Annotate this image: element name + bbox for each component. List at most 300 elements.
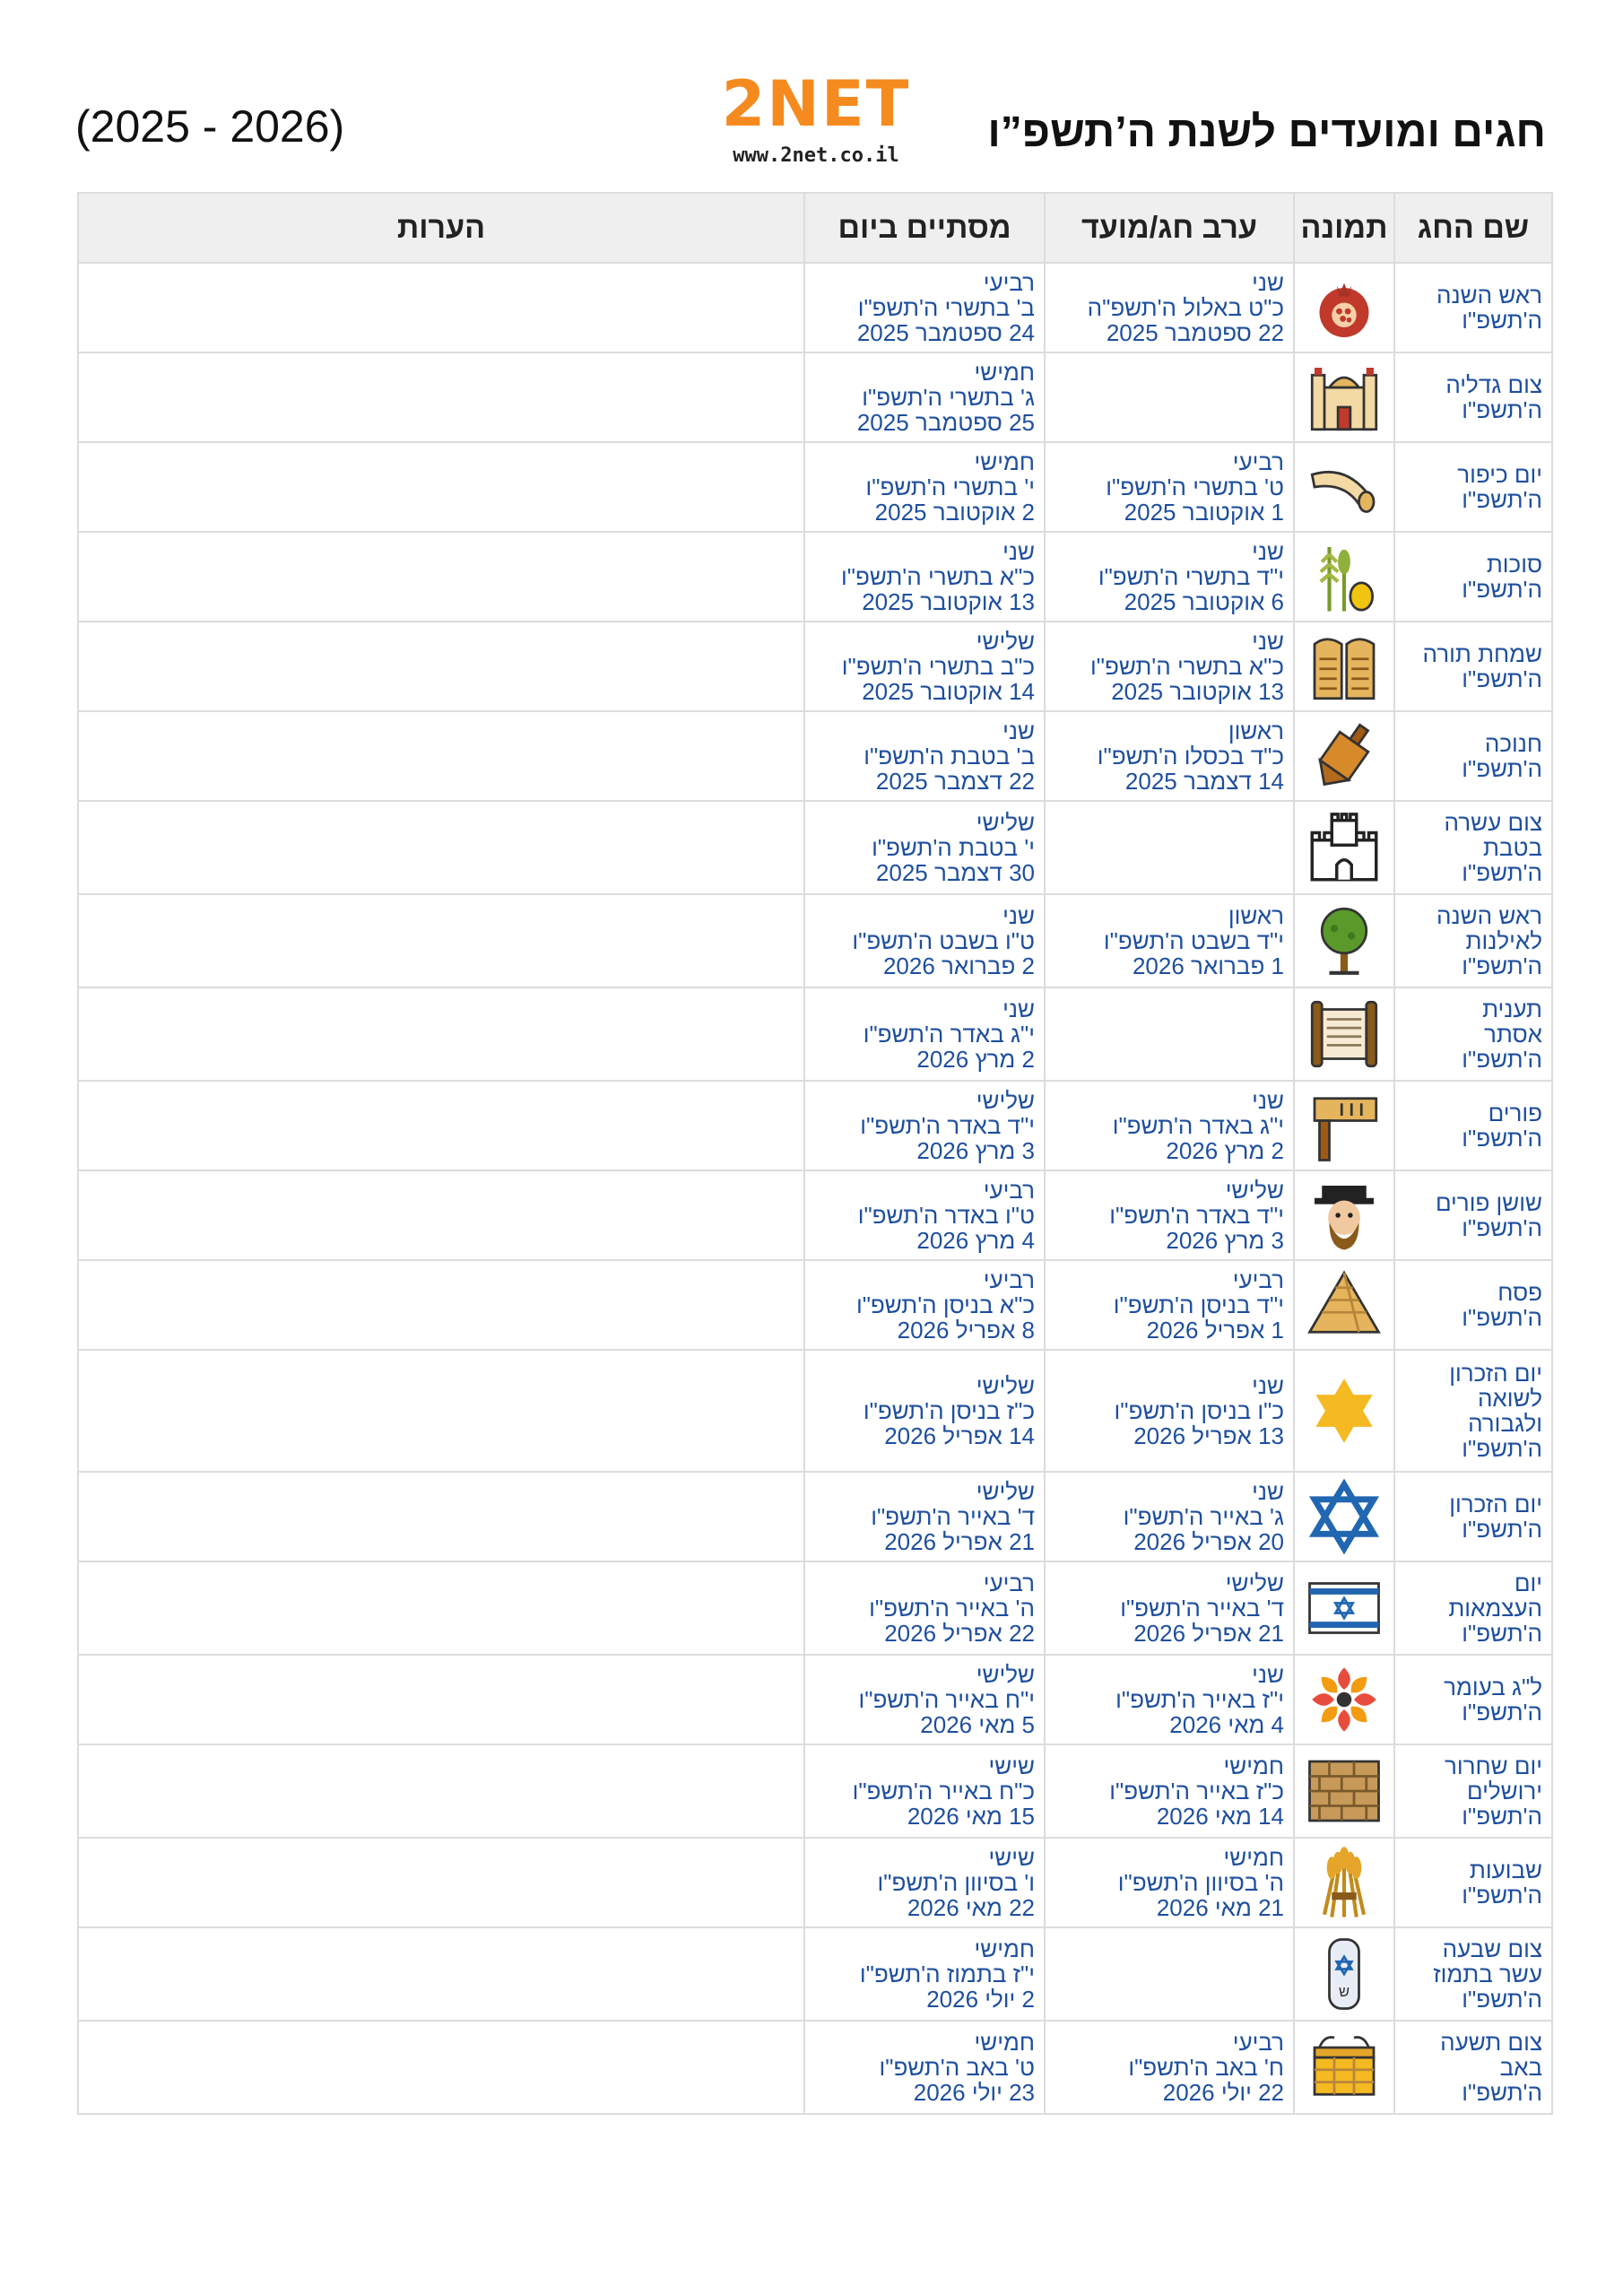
gregorian-date: 3 מרץ 2026 [916,1137,1035,1164]
notes-cell [78,622,804,711]
eve-date-cell [1045,1081,1294,1170]
holiday-image-cell [1294,1561,1394,1655]
hebrew-date: ט"ו בשבט ה'תשפ"ו [852,927,1035,954]
shofar-icon [1305,448,1384,526]
gregorian-date: 2 פברואר 2026 [882,952,1035,979]
gregorian-date: 2 מרץ 2026 [916,1046,1035,1073]
bonfire-icon [1305,1660,1384,1739]
four-species-icon [1305,537,1384,616]
holiday-name-line: שמחת תורה [1422,640,1542,667]
weekday: שני [1252,1661,1284,1688]
gregorian-date: 22 דצמבר 2025 [875,768,1035,795]
holiday-name-line: ה'תשפ"ו [1462,486,1542,513]
gregorian-date: 24 ספטמבר 2025 [856,319,1035,346]
notes-cell [78,2021,804,2114]
weekday: שני [1252,1372,1284,1399]
holiday-name [1394,532,1552,622]
notes-cell [78,263,804,352]
table-row [78,801,1552,894]
notes-cell [78,1655,804,1744]
holiday-name [1394,894,1552,987]
weekday: שני [1002,538,1035,565]
weekday: שלישי [1225,1570,1284,1596]
hebrew-date: ב' בתשרי ה'תשפ"ו [857,294,1035,321]
table-row [78,1927,1552,2021]
weekday: שלישי [976,1087,1035,1114]
hebrew-date: כ"ז באייר ה'תשפ"ו [1109,1778,1284,1805]
hebrew-date: ח' באב ה'תשפ"ו [1128,2054,1284,2081]
holiday-name-line: ה'תשפ"ו [1462,1803,1542,1830]
page-title: חגים ומועדים לשנת ה’תשפ”ו [987,109,1546,156]
holiday-image-cell [1294,2021,1394,2114]
weekday: שלישי [976,628,1035,655]
holiday-image-cell [1294,801,1394,894]
weekday: שני [1252,269,1284,296]
holiday-name [1394,622,1552,711]
end-date-cell [804,532,1045,622]
holiday-name [1394,1350,1552,1472]
gregorian-date: 1 פברואר 2026 [1132,952,1284,979]
holiday-name-line: ה'תשפ"ו [1462,396,1542,423]
weekday: ראשון [1228,718,1284,744]
eve-date-cell [1045,894,1294,987]
gregorian-date: 3 מרץ 2026 [1166,1227,1284,1254]
holiday-name-line: אסתר [1484,1021,1542,1048]
eve-date-cell [1045,987,1294,1081]
hebrew-date: ג' בתשרי ה'תשפ"ו [862,384,1035,411]
holiday-name-line: חנוכה [1484,730,1542,757]
eve-date-cell [1045,711,1294,801]
hebrew-date: ו' בסיוון ה'תשפ"ו [877,1869,1035,1896]
table-row [78,1350,1552,1472]
table-row [78,622,1552,711]
page-header [0,0,1623,193]
weekday: חמישי [974,448,1035,475]
eve-date-cell [1045,532,1294,622]
notes-cell [78,1081,804,1170]
holiday-name-line: ראש השנה [1436,282,1542,309]
rabbi-icon [1305,1176,1384,1255]
logo [690,74,942,172]
hebrew-date: כ"א בתשרי ה'תשפ"ו [841,563,1035,590]
end-date-cell [804,987,1045,1081]
holiday-name-line: ה'תשפ"ו [1462,1516,1542,1543]
weekday: שני [1252,538,1284,565]
hebrew-date: כ"ב בתשרי ה'תשפ"ו [841,653,1035,680]
hebrew-date: י"ח באייר ה'תשפ"ו [858,1686,1035,1713]
table-row [78,1170,1552,1260]
weekday: שני [1252,1478,1284,1505]
yellow-star-icon [1305,1371,1384,1450]
gregorian-date: 1 אוקטובר 2025 [1124,499,1284,526]
end-date-cell [804,1170,1045,1260]
table-row [78,1655,1552,1744]
table-row [78,2021,1552,2114]
end-date-cell [804,1081,1045,1170]
tablets-icon [1305,627,1384,706]
star-of-david-icon [1305,1477,1384,1556]
end-date-cell [804,1472,1045,1561]
holiday-image-cell [1294,1170,1394,1260]
weekday: שני [1002,996,1035,1022]
holiday-image-cell [1294,352,1394,442]
holiday-name-line: יום שחרור [1445,1752,1542,1779]
gregorian-date: 14 אוקטובר 2025 [862,678,1035,705]
table-row [78,1260,1552,1350]
eve-date-cell [1045,1350,1294,1472]
weekday: חמישי [974,2029,1035,2056]
gregorian-date: 21 מאי 2026 [1156,1894,1284,1921]
notes-cell [78,801,804,894]
western-wall-icon [1305,1752,1384,1831]
pomegranate-icon [1305,268,1384,347]
hebrew-date: י"ד בשבט ה'תשפ"ו [1103,927,1284,954]
holiday-name-line: יום [1514,1570,1542,1596]
end-date-cell [804,352,1045,442]
weekday: שני [1002,718,1035,744]
end-date-cell [804,1927,1045,2021]
hebrew-date: כ"א בניסן ה'תשפ"ו [855,1292,1035,1318]
end-date-cell [804,801,1045,894]
end-date-cell [804,1838,1045,1927]
holiday-name [1394,711,1552,801]
gregorian-date: 22 אפריל 2026 [884,1620,1035,1647]
table-row [78,894,1552,987]
holiday-name-line: ה'תשפ"ו [1462,859,1542,886]
holiday-name-line: ה'תשפ"ו [1462,1304,1542,1331]
holiday-name-line: ולגבורה [1468,1410,1542,1437]
holiday-image-cell [1294,1744,1394,1838]
holiday-name-line: ראש השנה [1436,902,1542,929]
notes-cell [78,1472,804,1561]
table-row [78,1561,1552,1655]
holiday-name-line: ה'תשפ"ו [1462,1986,1542,2013]
hebrew-date: כ"ז בניסן ה'תשפ"ו [863,1397,1035,1424]
gregorian-date: 14 מאי 2026 [1156,1803,1284,1830]
holiday-name-line: ה'תשפ"ו [1462,1125,1542,1152]
holiday-image-cell [1294,442,1394,532]
table-header-row [78,193,1552,263]
gregorian-date: 23 יולי 2026 [913,2079,1035,2106]
gregorian-date: 4 מאי 2026 [1169,1711,1284,1738]
dreidel-icon [1305,717,1384,796]
gregorian-date: 22 ספטמבר 2025 [1106,319,1284,346]
end-date-cell [804,1655,1045,1744]
hebrew-date: כ"ח באייר ה'תשפ"ו [852,1778,1035,1805]
hebrew-date: כ"ו בניסן ה'תשפ"ו [1114,1397,1284,1424]
israel-flag-icon [1305,1569,1384,1648]
holiday-image-cell [1294,263,1394,352]
eve-date-cell [1045,263,1294,352]
weekday: רביעי [983,1266,1035,1293]
hebrew-date: י"ז באייר ה'תשפ"ו [1115,1686,1284,1713]
gregorian-date: 15 מאי 2026 [907,1803,1035,1830]
holiday-name-line: ה'תשפ"ו [1462,952,1542,979]
gregorian-date: 2 מרץ 2026 [1166,1137,1284,1164]
notes-cell [78,1838,804,1927]
weekday: רביעי [983,1177,1035,1204]
holiday-name-line: פורים [1488,1100,1542,1126]
hebrew-date: ד' באייר ה'תשפ"ו [871,1503,1035,1530]
weekday: ראשון [1228,902,1284,929]
eve-date-cell [1045,1838,1294,1927]
holiday-name [1394,1838,1552,1927]
year-range: (2025 - 2026) [75,101,345,152]
gregorian-date: 13 אפריל 2026 [1133,1422,1284,1449]
notes-cell [78,1260,804,1350]
hebrew-date: כ"ד בכסלו ה'תשפ"ו [1097,743,1284,770]
synagogue-icon [1305,358,1384,437]
table-row [78,263,1552,352]
hebrew-date: י"ז בתמוז ה'תשפ"ו [859,1961,1035,1987]
holiday-image-cell [1294,1927,1394,2021]
gregorian-date: 13 אוקטובר 2025 [862,588,1035,615]
eve-date-cell [1045,1472,1294,1561]
hebrew-date: ט' בתשרי ה'תשפ"ו [1106,474,1284,500]
gregorian-date: 21 אפריל 2026 [1133,1620,1284,1647]
holiday-name-line: בטבת [1482,834,1542,861]
holiday-name [1394,1472,1552,1561]
gregorian-date: 30 דצמבר 2025 [875,859,1035,886]
holiday-name-line: ה'תשפ"ו [1462,576,1542,603]
notes-cell [78,532,804,622]
hebrew-date: ט' באב ה'תשפ"ו [879,2054,1035,2081]
notes-cell [78,1170,804,1260]
gregorian-date: 21 אפריל 2026 [884,1528,1035,1555]
hebrew-date: י"ג באדר ה'תשפ"ו [1112,1112,1284,1139]
tree-icon [1305,901,1384,980]
holiday-name [1394,1655,1552,1744]
weekday: שלישי [976,809,1035,836]
notes-cell [78,1561,804,1655]
table-row [78,1744,1552,1838]
weekday: שישי [988,1844,1035,1871]
end-date-cell [804,1744,1045,1838]
holiday-name-line: באב [1499,2054,1542,2081]
weekday: חמישי [1223,1752,1284,1779]
holiday-name-line: ה'תשפ"ו [1462,307,1542,334]
ark-icon [1305,2028,1384,2107]
logo-url: www.2net.co.il [733,144,899,167]
eve-date-cell [1045,622,1294,711]
hebrew-date: ה' באייר ה'תשפ"ו [869,1595,1035,1622]
hebrew-date: כ"ט באלול ה'תשפ"ה [1087,294,1284,321]
gregorian-date: 8 אפריל 2026 [897,1317,1035,1344]
weekday: שלישי [976,1478,1035,1505]
eve-date-cell [1045,1170,1294,1260]
hebrew-date: י"ד באדר ה'תשפ"ו [1109,1202,1284,1229]
holiday-name-line: ה'תשפ"ו [1462,755,1542,782]
holiday-name-line: ה'תשפ"ו [1462,665,1542,692]
hebrew-date: י' בתשרי ה'תשפ"ו [865,474,1035,500]
holiday-name-line: ירושלים [1466,1778,1542,1805]
holiday-image-cell [1294,1472,1394,1561]
hebrew-date: י"ג באדר ה'תשפ"ו [863,1021,1035,1048]
holiday-name-line: ל"ג בעומר [1444,1674,1542,1700]
weekday: שני [1252,1087,1284,1114]
hebrew-date: י"ד באדר ה'תשפ"ו [860,1112,1035,1139]
holiday-name-line: לשואה [1477,1385,1542,1412]
holiday-name [1394,352,1552,442]
holiday-name-line: ה'תשפ"ו [1462,2079,1542,2106]
eve-date-cell [1045,1744,1294,1838]
wheat-sheaf-icon [1305,1843,1384,1922]
logo-text: 2NET [721,74,911,141]
mezuzah-icon [1305,1935,1384,2013]
holiday-name-line: עשר בתמוז [1433,1961,1542,1987]
pyramid-icon [1305,1265,1384,1344]
weekday: חמישי [974,1935,1035,1962]
end-date-cell [804,1350,1045,1472]
hebrew-date: י' בטבת ה'תשפ"ו [872,834,1035,861]
weekday: שלישי [1225,1177,1284,1204]
table-row [78,442,1552,532]
header-notes: הערות [78,193,804,263]
holiday-name-line: סוכות [1486,551,1542,578]
holiday-name [1394,2021,1552,2114]
eve-date-cell [1045,801,1294,894]
eve-date-cell [1045,352,1294,442]
notes-cell [78,711,804,801]
table-row [78,711,1552,801]
holiday-name-line: ה'תשפ"ו [1462,1882,1542,1909]
notes-cell [78,1744,804,1838]
holiday-name-line: יום הזכרון [1449,1360,1542,1387]
gregorian-date: 5 מאי 2026 [920,1711,1035,1738]
header-image: תמונה [1294,193,1394,263]
hebrew-date: י"ד בתשרי ה'תשפ"ו [1098,563,1284,590]
hebrew-date: ד' באייר ה'תשפ"ו [1120,1595,1284,1622]
end-date-cell [804,442,1045,532]
holiday-name-line: יום הזכרון [1449,1491,1542,1518]
end-date-cell [804,263,1045,352]
weekday: רביעי [1232,448,1284,475]
weekday: רביעי [1232,2029,1284,2056]
weekday: שלישי [976,1372,1035,1399]
weekday: רביעי [983,1570,1035,1596]
notes-cell [78,1927,804,2021]
jerusalem-walls-icon [1305,808,1384,887]
svg-text:ש: ש [1338,1983,1350,2000]
end-date-cell [804,622,1045,711]
table-row [78,532,1552,622]
hebrew-date: ג' באייר ה'תשפ"ו [1123,1503,1284,1530]
holiday-name-line: ה'תשפ"ו [1462,1046,1542,1073]
eve-date-cell [1045,1655,1294,1744]
eve-date-cell [1045,442,1294,532]
table-row [78,987,1552,1081]
hebrew-date: ה' בסיוון ה'תשפ"ו [1117,1869,1284,1896]
weekday: שלישי [976,1661,1035,1688]
end-date-cell [804,2021,1045,2114]
end-date-cell [804,1260,1045,1350]
holiday-image-cell [1294,987,1394,1081]
holiday-name-line: צום גדליה [1445,371,1542,398]
hebrew-date: כ"א בתשרי ה'תשפ"ו [1090,653,1284,680]
end-date-cell [804,711,1045,801]
header-end: מסתיים ביום [804,193,1045,263]
weekday: שני [1252,628,1284,655]
notes-cell [78,894,804,987]
holiday-image-cell [1294,622,1394,711]
gregorian-date: 2 אוקטובר 2025 [874,499,1035,526]
holiday-name [1394,442,1552,532]
table-row [78,1838,1552,1927]
holidays-table [77,192,1553,2115]
end-date-cell [804,1561,1045,1655]
holiday-name-line: ה'תשפ"ו [1462,1620,1542,1647]
holiday-image-cell [1294,1655,1394,1744]
weekday: שישי [988,1752,1035,1779]
holiday-image-cell [1294,1260,1394,1350]
holiday-name [1394,263,1552,352]
gregorian-date: 14 דצמבר 2025 [1124,768,1284,795]
holiday-image-cell [1294,532,1394,622]
holiday-name-line: פסח [1497,1279,1542,1306]
holiday-name-line: ה'תשפ"ו [1462,1214,1542,1241]
holiday-name-line: צום תשעה [1440,2029,1542,2056]
eve-date-cell [1045,1927,1294,2021]
holiday-name [1394,987,1552,1081]
grogger-icon [1305,1086,1384,1165]
holiday-name-line: יום כיפור [1457,461,1542,488]
gregorian-date: 1 אפריל 2026 [1146,1317,1284,1344]
holiday-name-line: לאילנות [1465,927,1542,954]
holiday-name-line: צום שבעה [1442,1935,1542,1962]
gregorian-date: 4 מרץ 2026 [916,1227,1035,1254]
gregorian-date: 20 אפריל 2026 [1133,1528,1284,1555]
holiday-name [1394,1081,1552,1170]
hebrew-date: ט"ו באדר ה'תשפ"ו [857,1202,1035,1229]
gregorian-date: 14 אפריל 2026 [884,1422,1035,1449]
header-eve: ערב חג/מועד [1045,193,1294,263]
holiday-name [1394,1170,1552,1260]
eve-date-cell [1045,1561,1294,1655]
holiday-image-cell [1294,1350,1394,1472]
weekday: חמישי [974,359,1035,386]
table-row [78,1472,1552,1561]
holiday-name-line: העצמאות [1448,1595,1542,1622]
hebrew-date: ב' בטבת ה'תשפ"ו [864,743,1035,770]
scroll-icon [1305,995,1384,1074]
holiday-image-cell [1294,1081,1394,1170]
holiday-image-cell [1294,1838,1394,1927]
gregorian-date: 22 יולי 2026 [1162,2079,1284,2106]
notes-cell [78,987,804,1081]
gregorian-date: 13 אוקטובר 2025 [1111,678,1284,705]
holiday-name-line: ה'תשפ"ו [1462,1699,1542,1726]
holiday-name [1394,1927,1552,2021]
notes-cell [78,442,804,532]
gregorian-date: 22 מאי 2026 [907,1894,1035,1921]
gregorian-date: 6 אוקטובר 2025 [1124,588,1284,615]
holiday-name-line: שבועות [1469,1857,1542,1883]
holiday-name [1394,1744,1552,1838]
gregorian-date: 25 ספטמבר 2025 [856,409,1035,436]
weekday: שני [1002,902,1035,929]
holiday-name-line: שושן פורים [1435,1189,1542,1216]
holiday-name-line: תענית [1482,996,1542,1022]
holiday-image-cell [1294,894,1394,987]
header-name: שם החג [1394,193,1552,263]
eve-date-cell [1045,2021,1294,2114]
holiday-name-line: ה'תשפ"ו [1462,1435,1542,1462]
notes-cell [78,1350,804,1472]
holiday-image-cell [1294,711,1394,801]
hebrew-date: י"ד בניסן ה'תשפ"ו [1113,1292,1284,1318]
holiday-name [1394,1561,1552,1655]
holiday-name [1394,1260,1552,1350]
